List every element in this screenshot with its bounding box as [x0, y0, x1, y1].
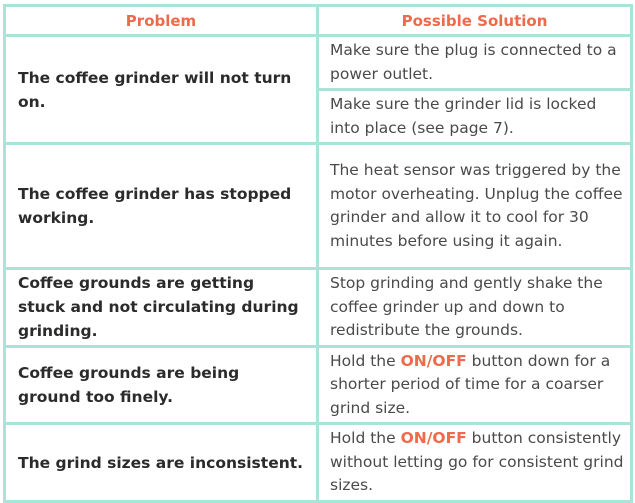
table-header-row	[5, 6, 632, 36]
column-header-problem: Problem	[5, 6, 318, 36]
highlighted-button-name: ON/OFF	[400, 429, 467, 448]
problem-cell: The grind sizes are inconsistent.	[5, 424, 318, 502]
solution-cell	[318, 346, 632, 424]
solution-text: Make sure the grinder lid is locked into place (see page 7).	[330, 95, 597, 137]
solution-text: Stop grinding and gently shake the coffee grinder up and down to redistribute the grounds.	[330, 274, 603, 339]
problem-cell: The coffee grinder will not turn on.	[5, 36, 318, 144]
table-row	[5, 346, 632, 424]
column-header-solution: Possible Solution	[318, 6, 632, 36]
solution-cell	[318, 90, 632, 144]
troubleshooting-table	[3, 4, 633, 503]
solution-text: button down for a shorter period of time for a coarser grind size.	[330, 351, 611, 417]
solution-cell	[318, 269, 632, 347]
table-row	[5, 144, 632, 269]
solution-text: The heat sensor was triggered by the motor overheating. Unplug the coffee grinder and allow it to cool for 30 minutes before using it again.	[330, 161, 623, 250]
highlighted-button-name: ON/OFF	[400, 351, 467, 370]
table-row	[5, 36, 632, 90]
solution-text: Hold the	[330, 429, 401, 448]
solution-cell	[318, 424, 632, 502]
problem-cell: Coffee grounds are being ground too finely.	[5, 346, 318, 424]
solution-text: Make sure the plug is connected to a power outlet.	[330, 41, 617, 83]
solution-cell	[318, 144, 632, 269]
table-row	[5, 269, 632, 347]
solution-text: Hold the	[330, 351, 401, 370]
problem-cell: The coffee grinder has stopped working.	[5, 144, 318, 269]
solution-cell	[318, 36, 632, 90]
problem-cell: Coffee grounds are getting stuck and not circulating during grinding.	[5, 269, 318, 347]
table-row	[5, 424, 632, 502]
solution-text: button consistently without letting go for consistent grind sizes.	[330, 429, 624, 495]
